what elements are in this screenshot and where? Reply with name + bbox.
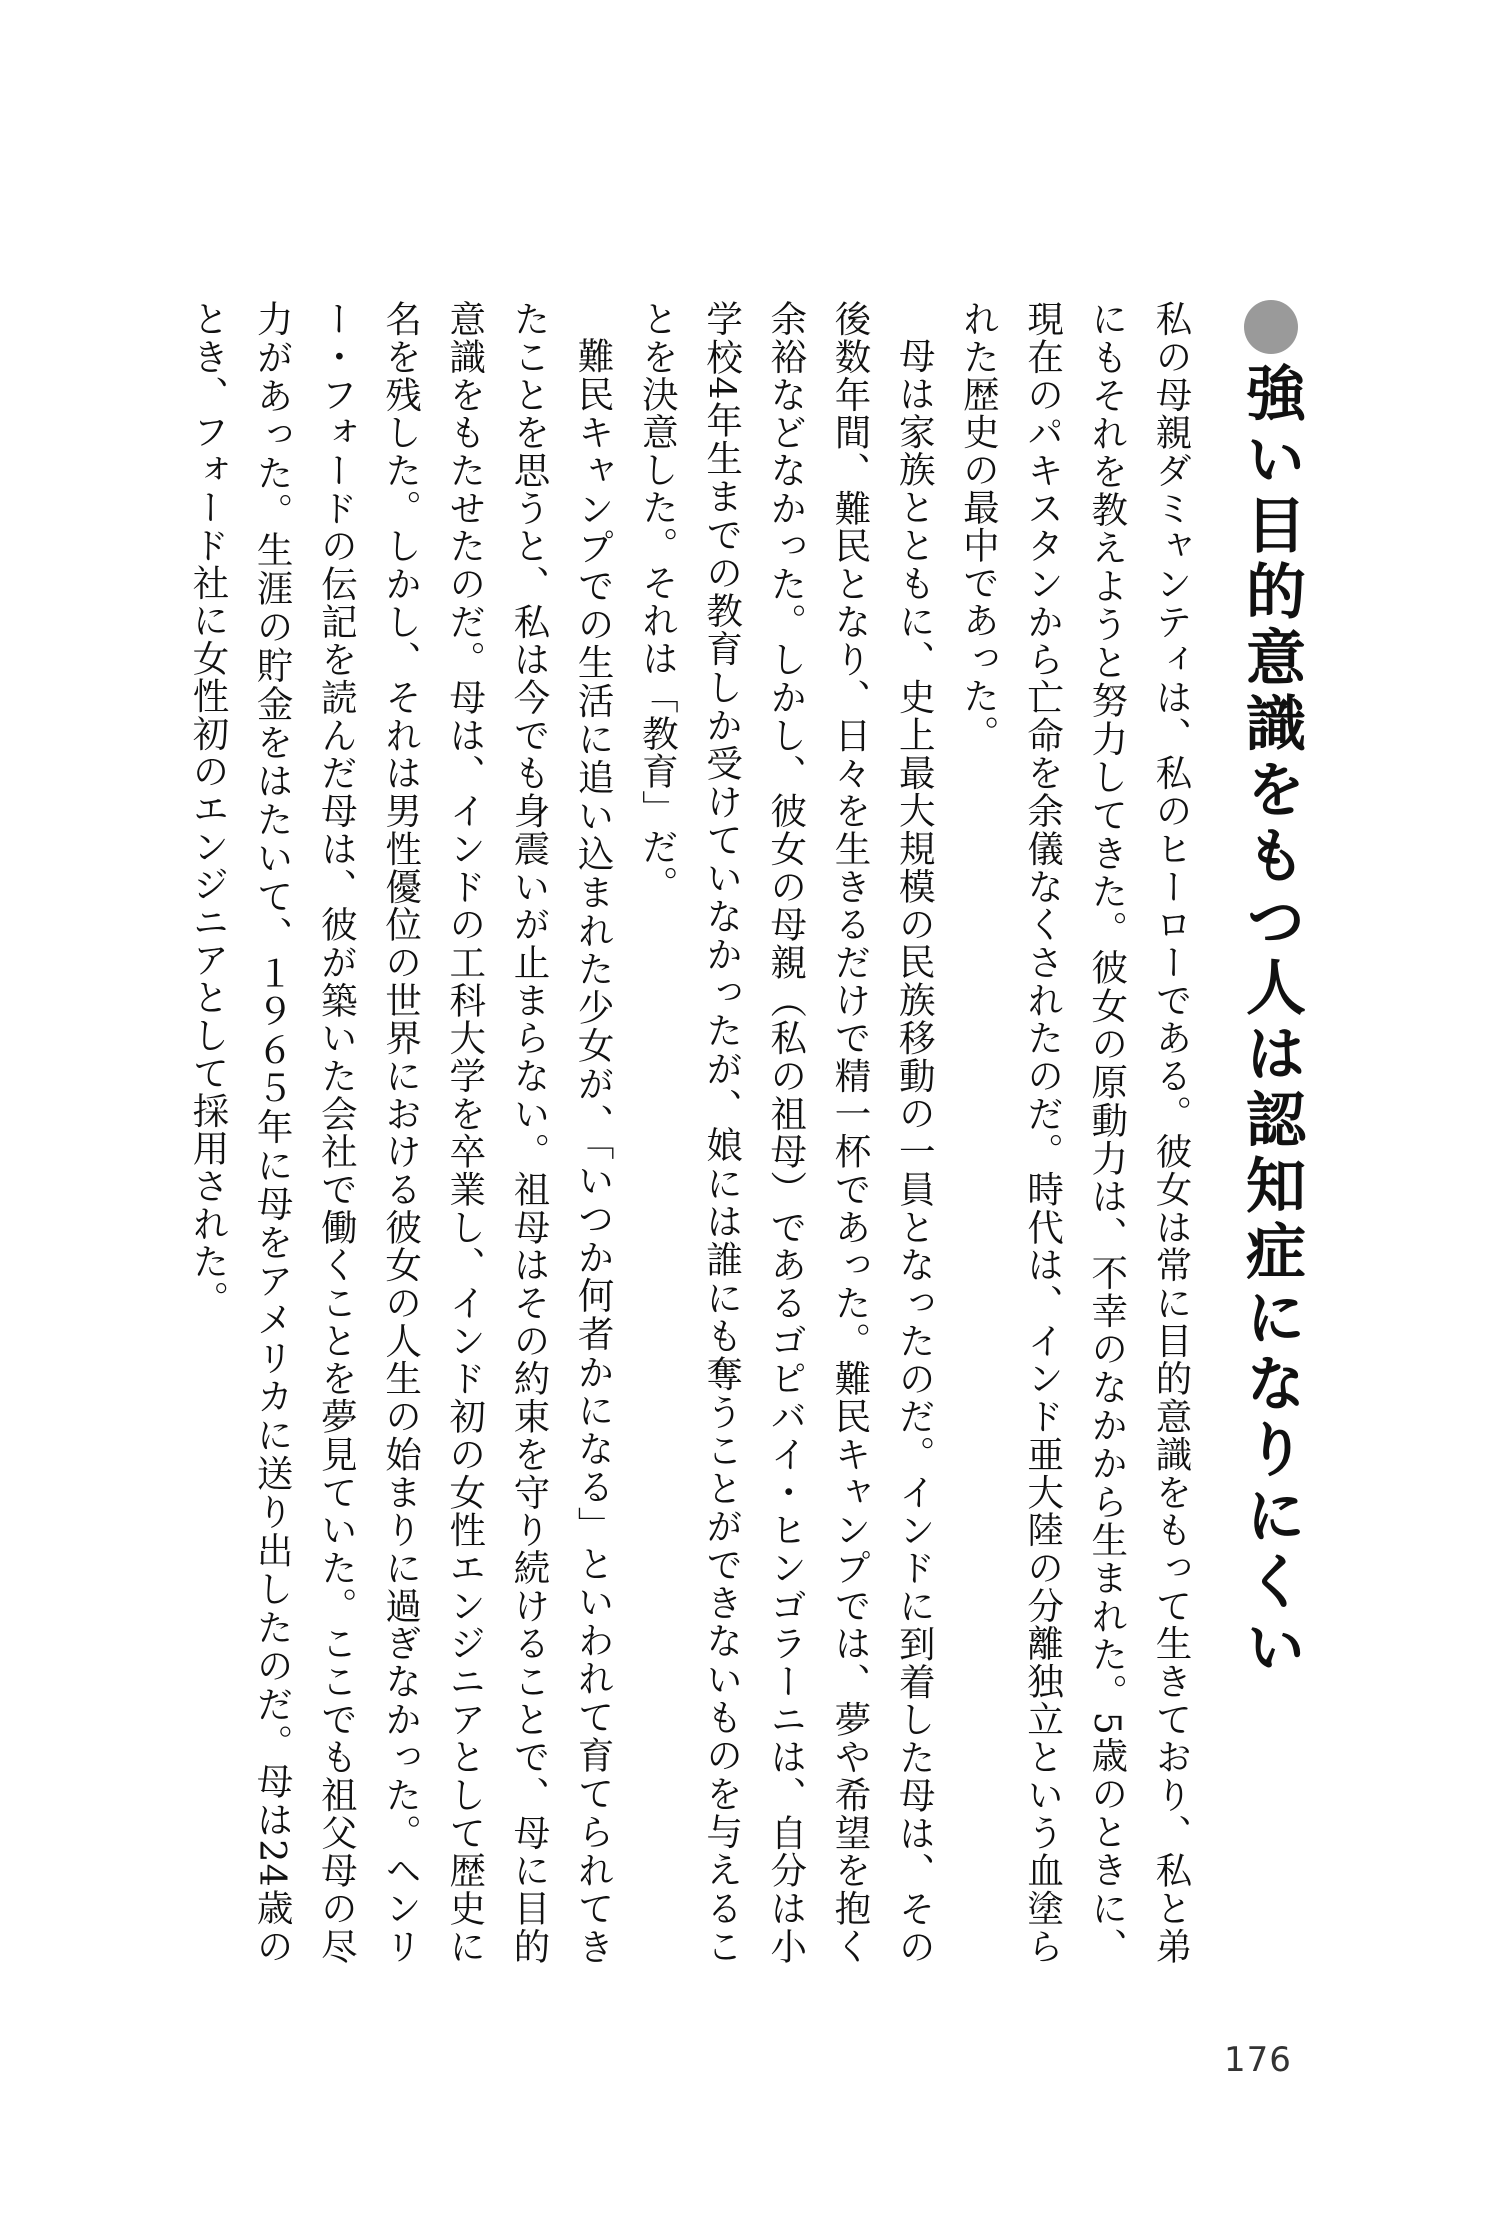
circle-bullet-icon xyxy=(1244,300,1298,354)
paragraph-3: 難民キャンプでの生活に追い込まれた少女が、「いつか何者かになる」といわれて育てられてきたことを思うと、私は今でも身震いが止まらない。祖母はその約束を守り続けることで、母に目的意識をもたせたのだ。母は、インドの工科大学を卒業し、インド初の女性エンジニアとして歴史に名を残した。しかし、それは男性優位の世界における彼女の人生の始まりに過ぎなかった。ヘンリー・フォードの伝記を読んだ母は、彼が築いた会社で働くことを夢見ていた。ここでも祖父母の尽力があった。生涯の貯金をはたいて、１９６５年に母をアメリカに送り出したのだ。母は24歳のとき、フォード社に女性初のエンジニアとして採用された。 xyxy=(186,300,616,1965)
page-number: 176 xyxy=(1224,2040,1292,2080)
body-text xyxy=(186,300,1203,1965)
section-heading xyxy=(1228,300,1314,1860)
paragraph-2: 母は家族とともに、史上最大規模の民族移動の一員となったのだ。インドに到着した母は、その後数年間、難民となり、日々を生きるだけで精一杯であった。難民キャンプでは、夢や希望を抱く余裕などなかった。しかし、彼女の母親（私の祖母）であるゴピバイ・ヒンゴラーニは、自分は小学校4年生までの教育しか受けていなかったが、娘には誰にも奪うことができないものを与えることを決意した。それは「教育」だ。 xyxy=(636,300,937,1965)
section-heading-text: 強い目的意識をもつ人は認知症になりにくい xyxy=(1236,362,1306,1682)
paragraph-1: 私の母親ダミャンティは、私のヒーローである。彼女は常に目的意識をもって生きており、私と弟にもそれを教えようと努力してきた。彼女の原動力は、不幸のなかから生まれた。5歳のときに、現在のパキスタンから亡命を余儀なくされたのだ。時代は、インド亜大陸の分離独立という血塗られた歴史の最中であった。 xyxy=(957,300,1193,1965)
